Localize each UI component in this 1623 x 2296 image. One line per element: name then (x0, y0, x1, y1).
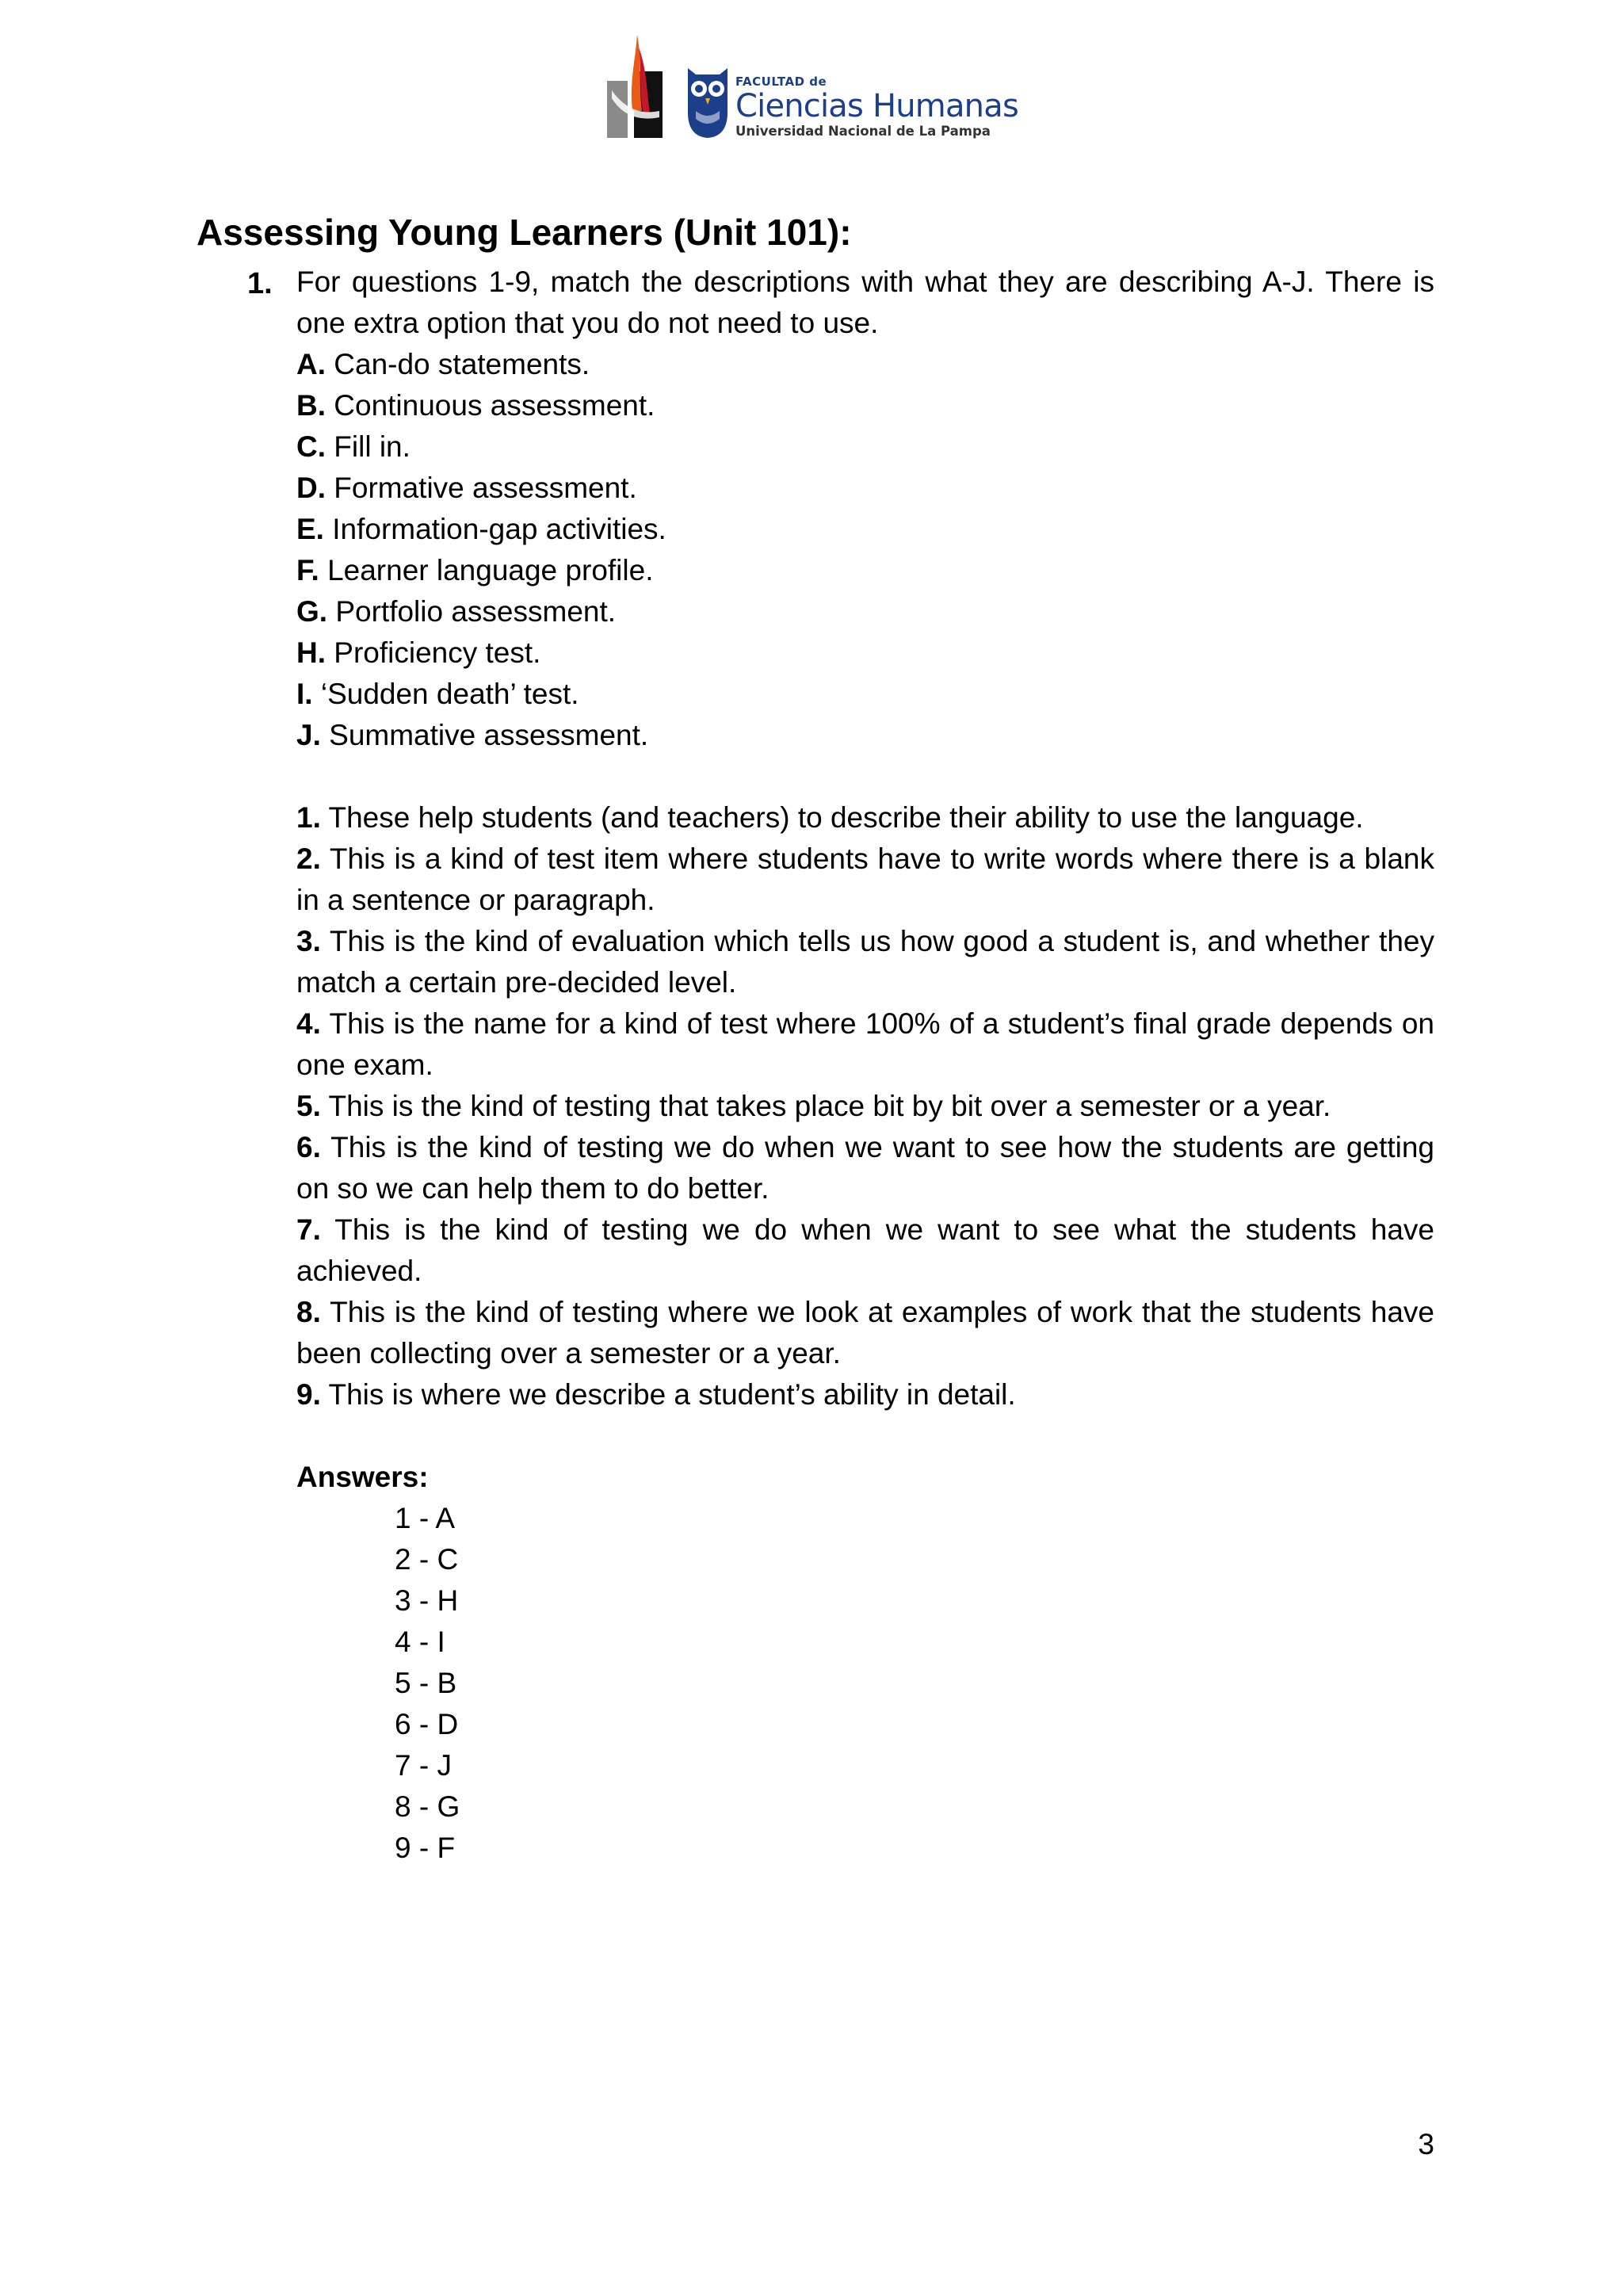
spacer (296, 756, 1434, 797)
option-text: Portfolio assessment. (335, 595, 617, 628)
description-text: This is where we describe a student’s ability in detail. (328, 1378, 1016, 1411)
description-text: This is the kind of evaluation which tells us how good a student is, and whether they match a certain pre-decided level. (296, 925, 1434, 999)
option-letter: J. (296, 719, 321, 751)
answer-item: 6 - D (395, 1708, 459, 1740)
logo-university-name: Universidad Nacional de La Pampa (735, 124, 991, 139)
description-number: 2. (296, 842, 321, 875)
option-letter: B. (296, 389, 326, 422)
answer-item: 2 - C (395, 1543, 459, 1576)
option-letter: C. (296, 430, 326, 463)
option-letter: D. (296, 472, 326, 504)
description-item (296, 1086, 1434, 1127)
description-number: 3. (296, 925, 321, 957)
description-item (296, 1292, 1434, 1374)
description-item (296, 1003, 1434, 1086)
option-letter: F. (296, 554, 319, 586)
page-number: 3 (1418, 2128, 1434, 2160)
option-item (296, 591, 1434, 632)
option-item (296, 385, 1434, 426)
description-text: This is a kind of test item where students have to write words where there is a blank in a sentence or paragraph. (296, 842, 1434, 916)
option-letter: G. (296, 595, 328, 628)
option-item (296, 468, 1434, 509)
description-text: This is the kind of testing we do when we want to see how the students are getting on so we can help them to do better. (296, 1131, 1434, 1205)
answer-item: 5 - B (395, 1667, 457, 1699)
option-text: Proficiency test. (334, 636, 541, 669)
logo-faculty-name: Ciencias Humanas (735, 88, 1018, 124)
description-number: 1. (296, 801, 321, 834)
option-text: Formative assessment. (334, 472, 637, 504)
option-item (296, 715, 1434, 756)
option-text: Summative assessment. (329, 719, 649, 751)
description-item (296, 839, 1434, 921)
logo-text (735, 74, 1018, 139)
description-item (296, 1374, 1434, 1415)
option-letter: E. (296, 513, 324, 545)
answer-item: 1 - A (395, 1502, 456, 1534)
answer-item: 8 - G (395, 1790, 460, 1823)
option-letter: I. (296, 678, 313, 710)
option-item (296, 632, 1434, 674)
option-item (296, 426, 1434, 468)
option-item (296, 344, 1434, 385)
description-number: 8. (296, 1296, 321, 1328)
option-text: Continuous assessment. (334, 389, 655, 422)
description-text: These help students (and teachers) to describe their ability to use the language. (328, 801, 1364, 834)
description-text: This is the name for a kind of test where 100% of a student’s final grade depends on one exam. (296, 1007, 1434, 1081)
answer-item: 3 - H (395, 1584, 459, 1617)
description-text: This is the kind of testing we do when we want to see what the students have achieved. (296, 1213, 1434, 1287)
description-item (296, 1209, 1434, 1292)
option-item (296, 509, 1434, 550)
question-number: 1. (247, 267, 273, 300)
description-number: 7. (296, 1213, 321, 1246)
owl-icon (685, 63, 731, 139)
university-emblem-icon (607, 35, 669, 141)
description-item (296, 921, 1434, 1003)
answer-item: 4 - I (395, 1626, 445, 1658)
descriptions-list (296, 797, 1434, 1415)
description-number: 5. (296, 1090, 321, 1122)
description-item (296, 797, 1434, 839)
question-content (296, 262, 1434, 1869)
option-letter: A. (296, 348, 326, 380)
option-text: Information-gap activities. (332, 513, 666, 545)
description-number: 9. (296, 1378, 321, 1411)
faculty-logo (607, 35, 1018, 143)
option-text: Learner language profile. (327, 554, 654, 586)
option-text: Fill in. (334, 430, 411, 463)
logo-faculty-label: FACULTAD de (735, 74, 827, 89)
spacer (296, 1415, 1434, 1457)
page-title: Assessing Young Learners (Unit 101): (197, 212, 852, 253)
answers-list (395, 1498, 1434, 1869)
option-letter: H. (296, 636, 326, 669)
answers-heading: Answers: (296, 1461, 429, 1493)
description-number: 4. (296, 1007, 321, 1040)
answer-item: 9 - F (395, 1832, 456, 1864)
question-instruction: For questions 1-9, match the descriptions with what they are describing A-J. There is one extra option that you do not need to use. (296, 266, 1434, 339)
description-text: This is the kind of testing where we look at examples of work that the students have been collecting over a semester or a year. (296, 1296, 1434, 1370)
options-list (296, 344, 1434, 756)
answer-item: 7 - J (395, 1749, 452, 1782)
option-text: Can-do statements. (334, 348, 590, 380)
description-item (296, 1127, 1434, 1209)
option-text: ‘Sudden death’ test. (320, 678, 579, 710)
option-item (296, 674, 1434, 715)
option-item (296, 550, 1434, 591)
description-text: This is the kind of testing that takes place bit by bit over a semester or a year. (328, 1090, 1331, 1122)
description-number: 6. (296, 1131, 321, 1163)
